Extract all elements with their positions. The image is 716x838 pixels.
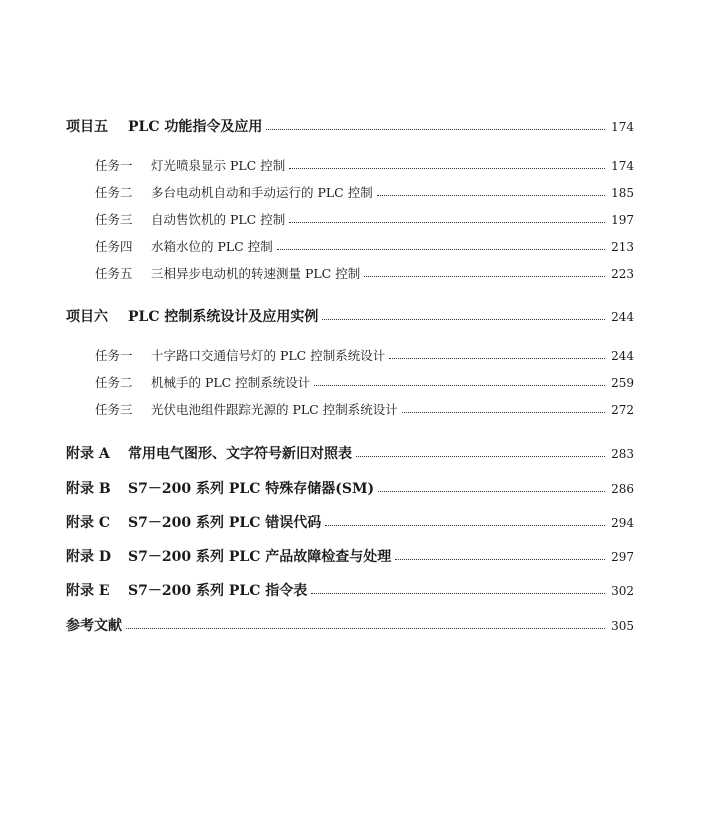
toc-entry-task[interactable] (95, 183, 634, 201)
toc-entry-task[interactable] (95, 264, 634, 282)
dot-leader (395, 558, 605, 560)
entry-label: 附录 C (66, 515, 111, 531)
entry-title: PLC 控制系统设计及应用实例 (128, 309, 319, 325)
entry-title: 光伏电池组件跟踪光源的 PLC 控制系统设计 (151, 402, 398, 417)
entry-title: 多台电动机自动和手动运行的 PLC 控制 (151, 185, 373, 200)
page-number: 305 (611, 619, 634, 633)
page-number: 272 (611, 403, 634, 417)
toc-entry-task[interactable] (95, 400, 634, 418)
page-number: 283 (611, 447, 634, 461)
page-number: 213 (611, 240, 634, 254)
dot-leader (126, 627, 605, 629)
entry-label: 任务一 (95, 348, 133, 363)
dot-leader (322, 318, 605, 320)
toc-entry-task[interactable] (95, 210, 634, 228)
page-number: 297 (611, 550, 634, 564)
page-number: 185 (611, 186, 634, 200)
entry-label: 项目六 (66, 309, 108, 325)
page-number: 174 (611, 120, 634, 134)
entry-label: 任务二 (95, 185, 133, 200)
entry-label: 项目五 (66, 119, 108, 135)
entry-title: 十字路口交通信号灯的 PLC 控制系统设计 (151, 348, 386, 363)
entry-label: 任务一 (95, 158, 133, 173)
entry-label: 附录 D (66, 549, 112, 565)
entry-label: 任务四 (95, 239, 133, 254)
page-number: 244 (611, 349, 634, 363)
page-number: 223 (611, 267, 634, 281)
toc-entry-appendix-b[interactable] (66, 478, 634, 498)
toc-entry-appendix-c[interactable] (66, 512, 634, 532)
page-number: 286 (611, 482, 634, 496)
page-number: 197 (611, 213, 634, 227)
entry-label: 任务二 (95, 375, 133, 390)
toc-entry-task[interactable] (95, 373, 634, 391)
entry-label: 附录 B (66, 481, 111, 497)
entry-title: 水箱水位的 PLC 控制 (151, 239, 273, 254)
entry-title: S7－200 系列 PLC 产品故障检查与处理 (128, 549, 392, 565)
dot-leader (325, 524, 605, 526)
dot-leader (389, 357, 605, 359)
dot-leader (289, 221, 605, 223)
toc-entry-project5[interactable] (66, 116, 634, 136)
dot-leader (364, 275, 605, 277)
entry-title: 常用电气图形、文字符号新旧对照表 (128, 446, 352, 462)
dot-leader (377, 194, 605, 196)
dot-leader (378, 490, 605, 492)
entry-title: 灯光喷泉显示 PLC 控制 (151, 158, 286, 173)
dot-leader (314, 384, 605, 386)
entry-label: 任务三 (95, 212, 133, 227)
toc-entry-appendix-a[interactable] (66, 443, 634, 463)
toc-entry-appendix-d[interactable] (66, 546, 634, 566)
toc-entry-task[interactable] (95, 156, 634, 174)
entry-title: S7－200 系列 PLC 特殊存储器(SM) (128, 481, 375, 497)
entry-label: 任务三 (95, 402, 133, 417)
entry-title: S7－200 系列 PLC 错误代码 (128, 515, 322, 531)
dot-leader (356, 455, 605, 457)
entry-title: 机械手的 PLC 控制系统设计 (151, 375, 311, 390)
page-number: 294 (611, 516, 634, 530)
entry-title: PLC 功能指令及应用 (128, 119, 263, 135)
dot-leader (277, 248, 605, 250)
dot-leader (311, 592, 605, 594)
toc-entry-project6[interactable] (66, 306, 634, 326)
page-number: 244 (611, 310, 634, 324)
toc-entry-task[interactable] (95, 346, 634, 364)
dot-leader (289, 167, 605, 169)
entry-label: 附录 A (66, 446, 110, 462)
toc-entry-task[interactable] (95, 237, 634, 255)
page-number: 259 (611, 376, 634, 390)
entry-title: S7－200 系列 PLC 指令表 (128, 583, 308, 599)
toc-entry-appendix-e[interactable] (66, 580, 634, 600)
page-number: 302 (611, 584, 634, 598)
entry-title: 三相异步电动机的转速测量 PLC 控制 (151, 266, 361, 281)
page-number: 174 (611, 159, 634, 173)
toc-entry-references[interactable] (66, 615, 634, 635)
dot-leader (402, 411, 605, 413)
entry-label: 任务五 (95, 266, 133, 281)
dot-leader (266, 128, 605, 130)
entry-label: 附录 E (66, 583, 110, 599)
entry-title: 参考文献 (66, 618, 122, 634)
entry-title: 自动售饮机的 PLC 控制 (151, 212, 286, 227)
